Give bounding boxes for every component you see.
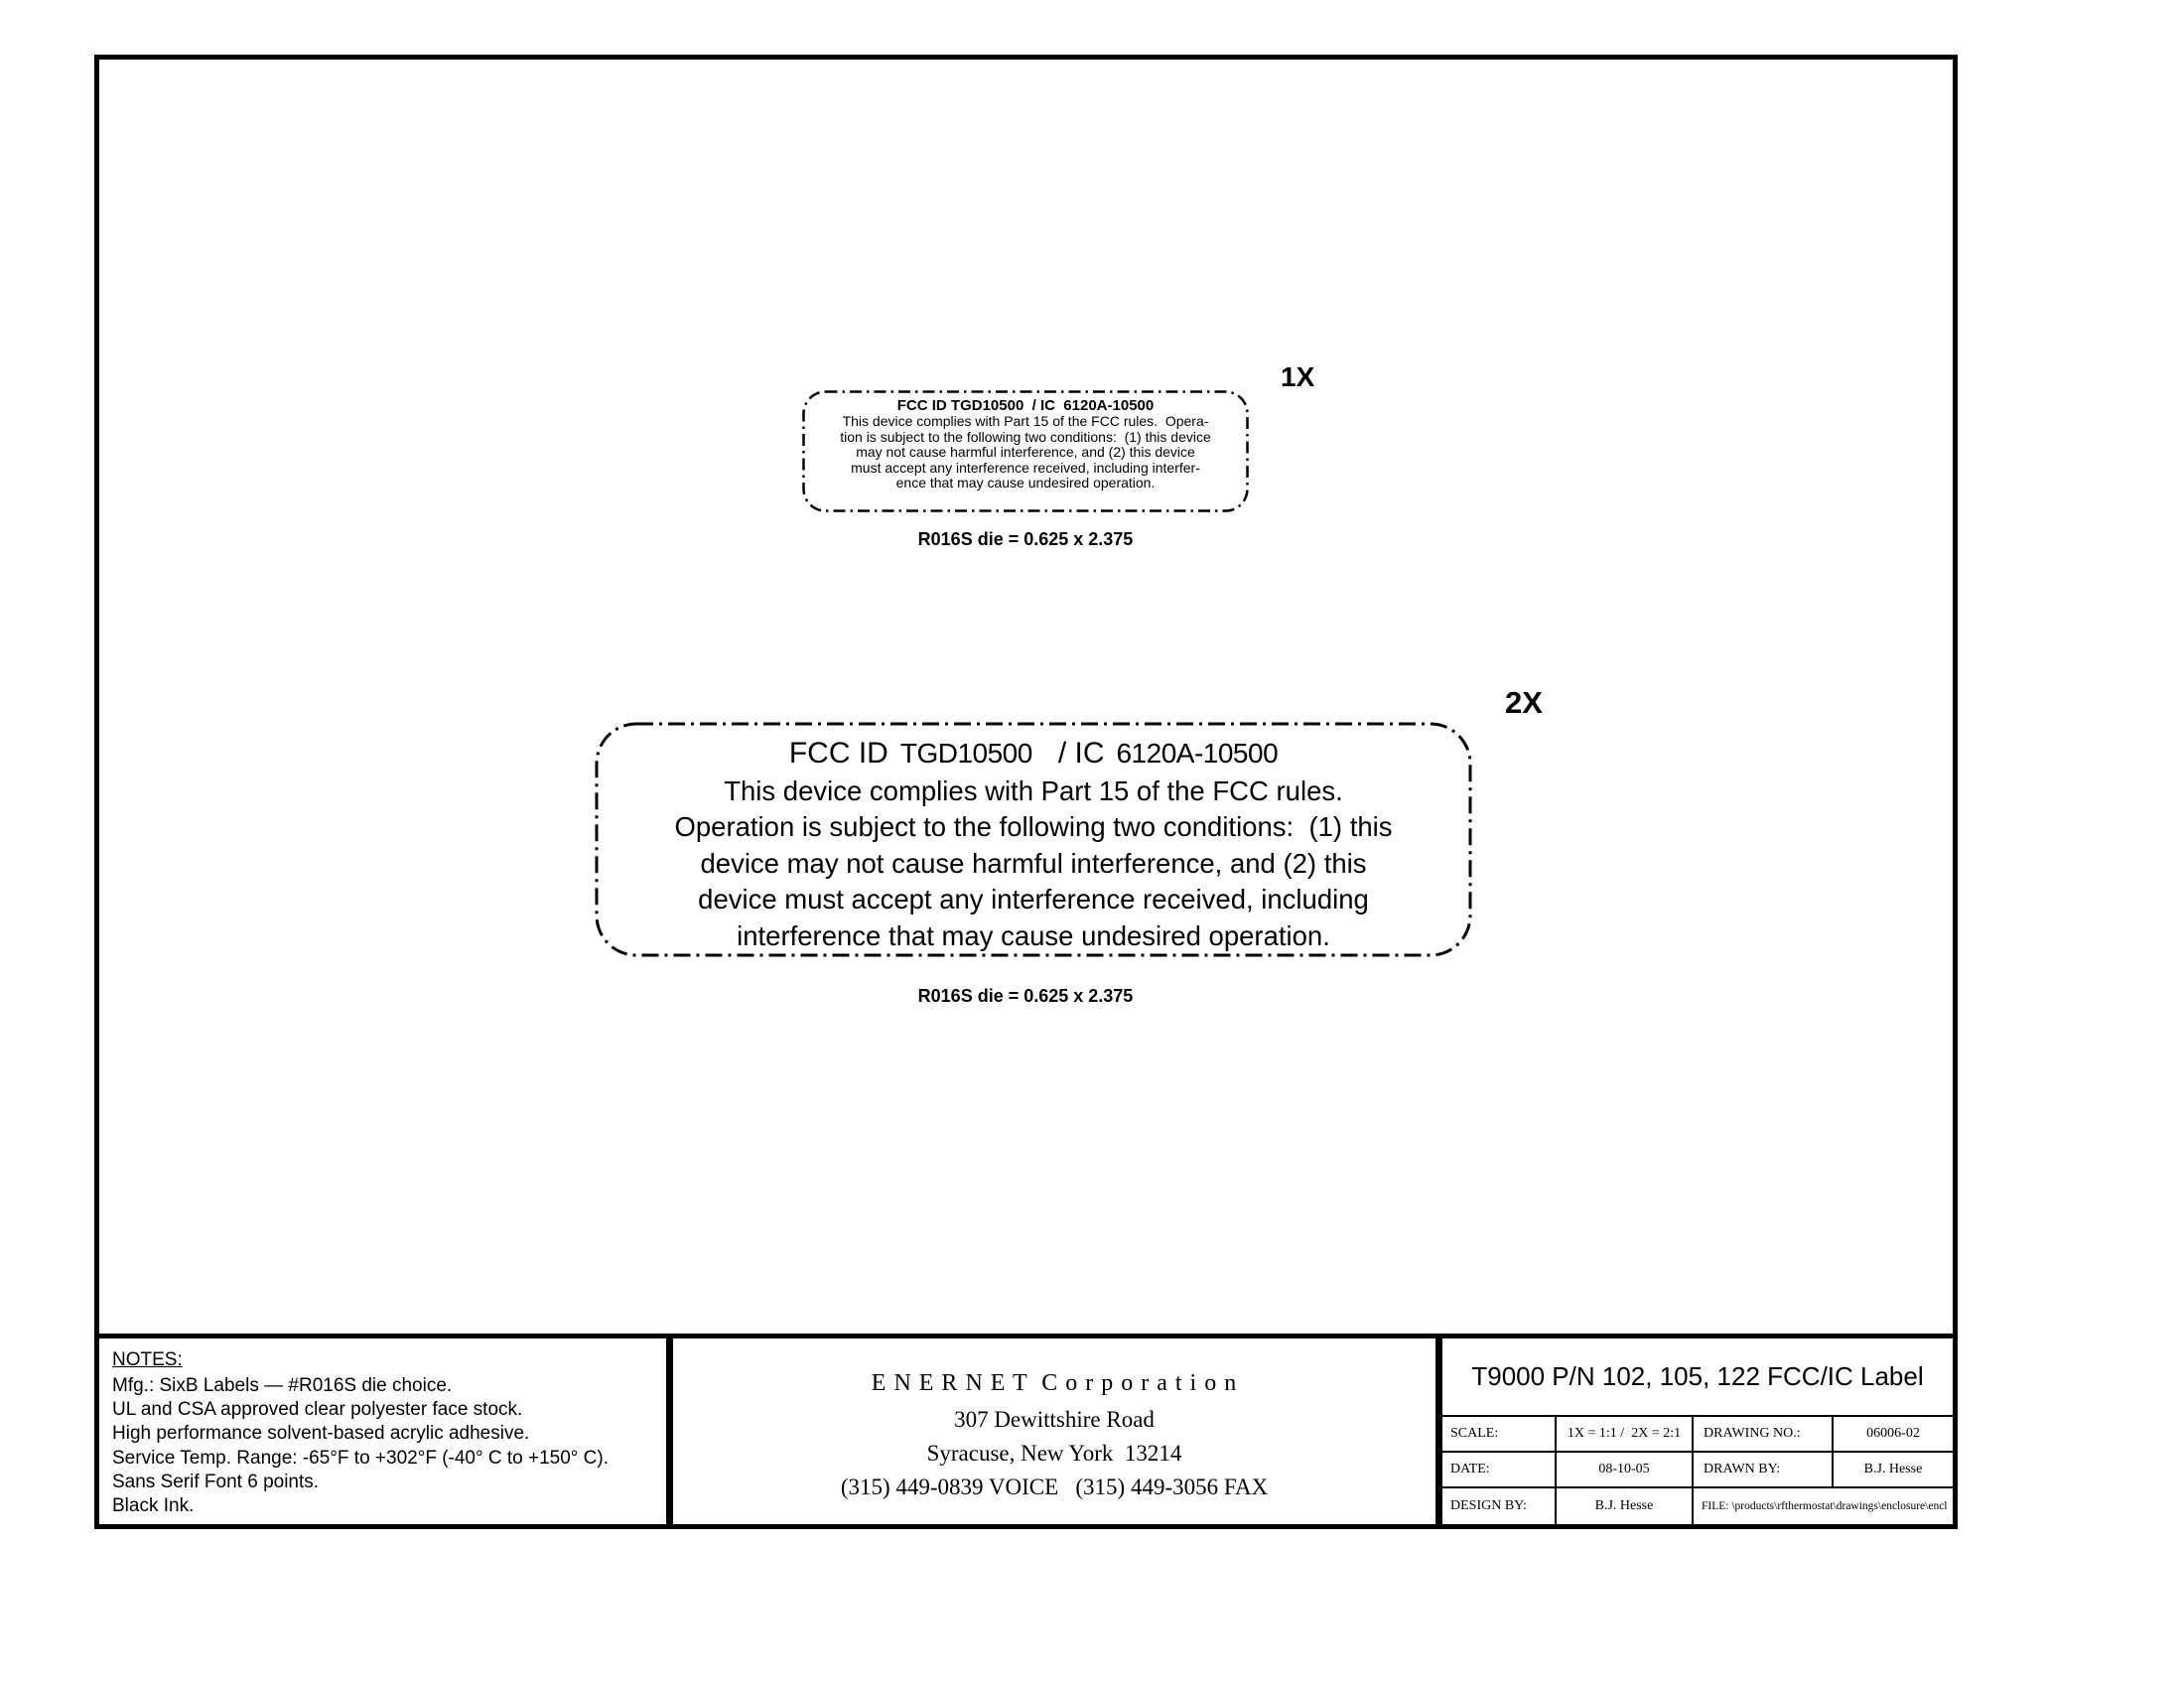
company-name: E N E R N E T C o r p o r a t i o n xyxy=(871,1370,1238,1396)
fcc-label-1x xyxy=(802,390,1249,512)
label-text-line: may not cause harmful interference, and (2) this device xyxy=(856,444,1195,460)
scale-marker-1x: 1X xyxy=(1281,361,1315,392)
drawn-by-value: B.J. Hesse xyxy=(1863,1462,1923,1476)
label-text-line: Operation is subject to the following two conditions: (1) this xyxy=(674,811,1393,843)
design-by-value: B.J. Hesse xyxy=(1557,1488,1694,1524)
scale-value: 1X = 1:1 / 2X = 2:1 xyxy=(1557,1417,1694,1451)
company-phone: (315) 449-0839 VOICE (315) 449-3056 FAX xyxy=(840,1475,1269,1499)
notes-item: Black Ink. xyxy=(112,1495,195,1517)
die-size-caption-2x: R016S die = 0.625 x 2.375 xyxy=(917,986,1134,1006)
label-text-line: tion is subject to the following two conditions: (1) this device xyxy=(840,428,1211,445)
drawing-no-value: 06006-02 xyxy=(1866,1426,1920,1441)
company-address: 307 Dewittshire Road xyxy=(954,1407,1155,1432)
notes-heading: NOTES: xyxy=(112,1349,183,1370)
fcc-id-number: TGD10500 xyxy=(899,738,1032,769)
label-text-line: interference that may cause undesired operation. xyxy=(737,919,1330,951)
fcc-label-2x xyxy=(595,722,1472,957)
notes-item: Mfg.: SixB Labels — #R016S die choice. xyxy=(112,1375,453,1396)
scale-marker-2x: 2X xyxy=(1505,685,1543,720)
company-city: Syracuse, New York 13214 xyxy=(926,1441,1182,1466)
fcc-id-prefix: FCC ID xyxy=(788,737,888,770)
fcc-id-line-1x: FCC ID TGD10500 / IC 6120A-10500 xyxy=(896,397,1155,414)
file-path: FILE: \products\rfthermostat\drawings\enclosure\encl xyxy=(1702,1500,1948,1512)
company-block xyxy=(673,1338,1442,1524)
drawn-by-label: DRAWN BY: xyxy=(1694,1453,1834,1486)
title-block-row xyxy=(1442,1453,1953,1488)
label-text-line: device must accept any interference received, including xyxy=(698,884,1369,915)
title-block xyxy=(1442,1338,1953,1524)
die-size-caption-1x: R016S die = 0.625 x 2.375 xyxy=(917,529,1134,549)
ic-number: 6120A-10500 xyxy=(1116,738,1279,769)
drawing-title: T9000 P/N 102, 105, 122 FCC/IC Label xyxy=(1442,1338,1953,1417)
drawing-no-label: DRAWING NO.: xyxy=(1694,1417,1834,1451)
date-value: 08-10-05 xyxy=(1557,1453,1694,1486)
label-text-line: This device complies with Part 15 of the FCC rules. xyxy=(724,775,1343,806)
notes-item: Service Temp. Range: -65°F to +302°F (-40° C to +150° C). xyxy=(112,1447,609,1469)
notes-item: UL and CSA approved clear polyester face stock. xyxy=(112,1399,523,1421)
title-block-row xyxy=(1442,1417,1953,1453)
ic-prefix: / IC xyxy=(1057,737,1105,770)
fcc-id-line-2x xyxy=(595,734,1472,773)
notes-block xyxy=(99,1338,673,1524)
date-label: DATE: xyxy=(1442,1453,1557,1486)
design-by-label: DESIGN BY: xyxy=(1442,1488,1557,1524)
title-block-row xyxy=(1442,1488,1953,1524)
notes-item: High performance solvent-based acrylic adhesive. xyxy=(112,1423,530,1445)
notes-item: Sans Serif Font 6 points. xyxy=(112,1471,320,1492)
title-strip xyxy=(94,1334,1958,1529)
scale-label: SCALE: xyxy=(1442,1417,1557,1451)
label-text-line: must accept any interference received, including interfer- xyxy=(851,459,1200,476)
label-text-line: This device complies with Part 15 of the FCC rules. Opera- xyxy=(842,413,1209,429)
label-text-line: ence that may cause undesired operation. xyxy=(895,475,1156,491)
label-text-line: device may not cause harmful interference, and (2) this xyxy=(700,847,1367,879)
